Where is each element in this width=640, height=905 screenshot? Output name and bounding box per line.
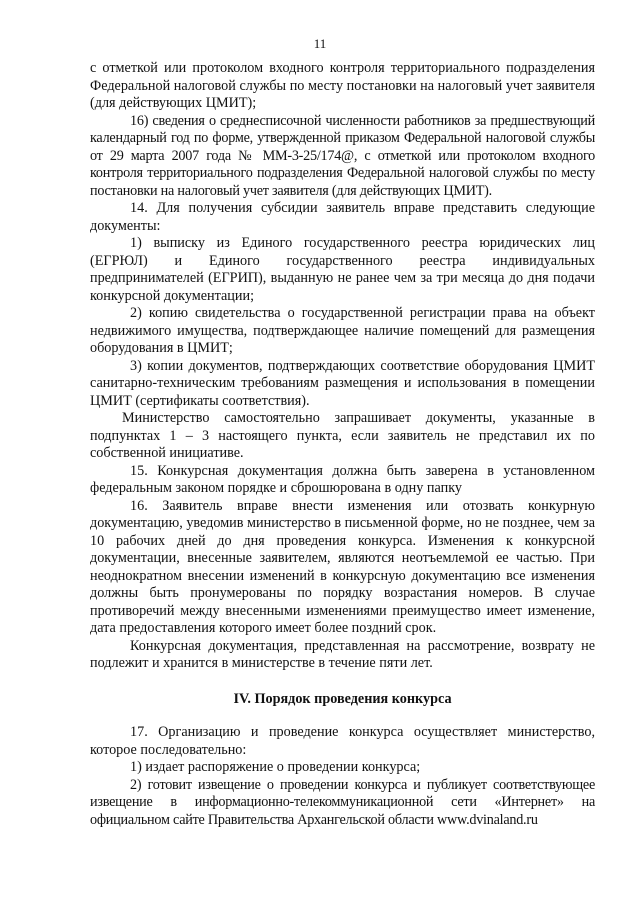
document-body xyxy=(90,60,595,829)
paragraph: с отметкой или протоколом входного контроля территориального подразделения Федеральной налоговой службы по месту постановки на налоговый учет заявителя (для действующих ЦМИТ); xyxy=(90,60,595,111)
section-heading: IV. Порядок проведения конкурса xyxy=(233,690,452,707)
paragraph: Министерство самостоятельно запрашивает документы, указанные в подпунктах 1 – 3 настоящего пункта, если заявитель не представил их по собственной инициативе. xyxy=(90,410,595,461)
page-number: 11 xyxy=(313,36,327,51)
paragraph: 3) копии документов, подтверждающих соответствие оборудования ЦМИТ санитарно-техническим требованиям размещения и использования в помещении ЦМИТ (сертификаты соответствия). xyxy=(90,357,595,409)
paragraph: 1) издает распоряжение о проведении конкурса; xyxy=(130,759,421,775)
paragraph: 16) сведения о среднесписочной численности работников за предшествующий календарный год по форме, утвержденной приказом Федеральной налоговой службы от 29 марта 2007 года № ММ-3-25/174@, с отметкой или протоколом входного контроля территориального подразделения Федеральной налоговой службы по месту постановки на налоговый учет заявителя (для действующих ЦМИТ). xyxy=(90,112,595,199)
paragraph: 2) готовит извещение о проведении конкурса и публикует соответствующее извещение в информационно-телекоммуникационной сети «Интернет» на официальном сайте Правительства Архангельской области www.dvinaland.ru xyxy=(90,776,595,828)
paragraph: 14. Для получения субсидии заявитель вправе представить следующие документы: xyxy=(90,200,595,234)
paragraph: 1) выписку из Единого государственного реестра юридических лиц (ЕГРЮЛ) и Единого государственного реестра индивидуальных предпринимателей (ЕГРИП), выданную не ранее чем за три месяца до дня подачи конкурсной документации; xyxy=(90,235,595,304)
paragraph: 2) копию свидетельства о государственной регистрации права на объект недвижимого имущества, подтверждающее наличие помещений для размещения оборудования в ЦМИТ; xyxy=(90,305,595,356)
paragraph: 16. Заявитель вправе внести изменения или отозвать конкурную документацию, уведомив министерство в письменной форме, но не позднее, чем за 10 рабочих дней до дня проведения конкурса. Изменения к конкурсной документации, внесенные заявителем, являются неотъемлемой ее частью. При неоднократном внесении изменений в конкурсную документацию все изменения должны быть пронумерованы по порядку возрастания номеров. В случае противоречий между внесенными изменениями преимущество имеет изменение, дата предоставления которого имеет более поздний срок. xyxy=(90,497,595,636)
paragraph: Конкурсная документация, представленная на рассмотрение, возврату не подлежит и хранится в министерстве в течение пяти лет. xyxy=(90,637,595,671)
paragraph: 15. Конкурсная документация должна быть заверена в установленном федеральным законом порядке и сброшюрована в одну папку xyxy=(90,462,595,496)
paragraph: 17. Организацию и проведение конкурса осуществляет министерство, которое последовательно: xyxy=(90,724,595,758)
